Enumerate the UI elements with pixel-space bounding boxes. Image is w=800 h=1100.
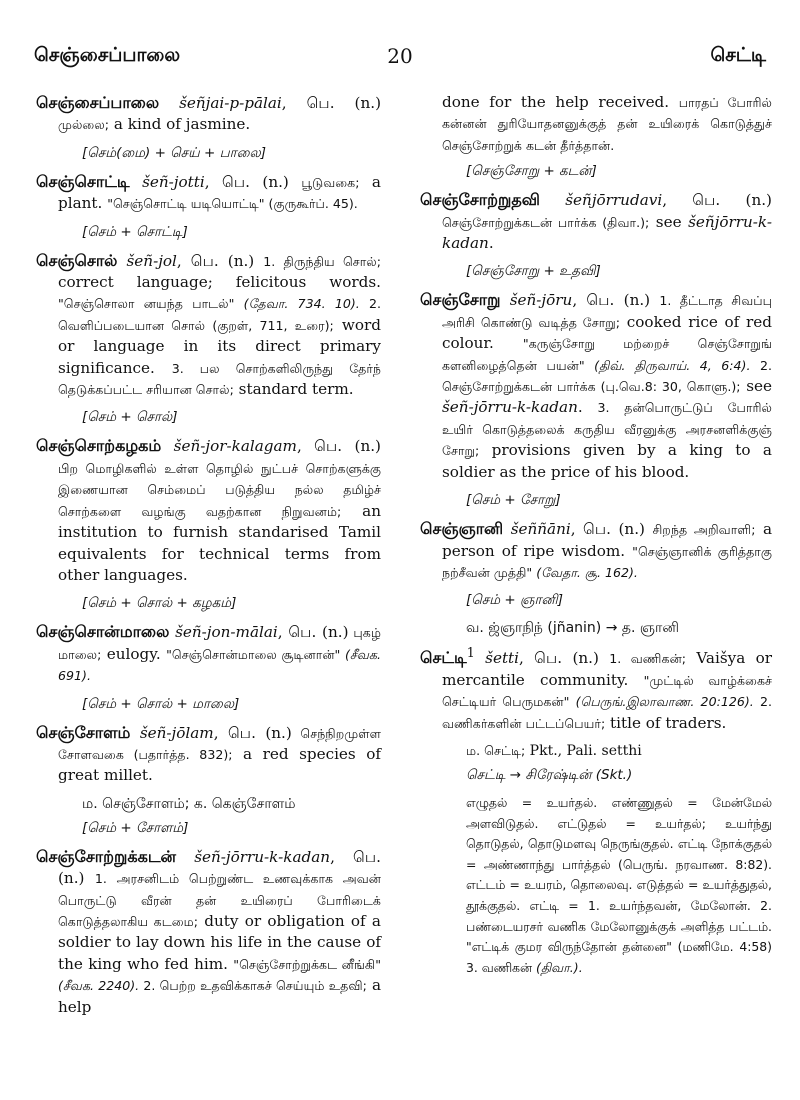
tamil-definition: 3. தன்பொருட்டுப் போரில் உயிர் கொடுத்தலைக் கருதிய வீரனுக்கு அரசனளிக்குஞ் சோறு; xyxy=(442,400,772,459)
english-definition: done for the help received. xyxy=(442,93,679,111)
english-definition: correct language; felicitous words. xyxy=(58,273,381,292)
headword: செஞ்சைப்பாலை xyxy=(36,93,160,112)
etymology: [செம் + சோளம்] xyxy=(82,819,189,836)
quotation: "செஞ்சொட்டி யடியொட்டி" xyxy=(107,196,265,212)
tamil-definition: சிறந்த அறிவாளி; xyxy=(652,522,756,538)
headword: செஞ்சோற்றுதவி xyxy=(420,190,540,210)
header-last-word: செட்டி xyxy=(710,44,766,66)
headword: செஞ்சொல் xyxy=(36,250,118,270)
etymology: [செஞ்சோறு + கடன்] xyxy=(466,163,597,180)
left-column xyxy=(36,92,381,1025)
english-definition: a person of ripe wisdom. xyxy=(442,520,772,560)
english-definition: title of traders. xyxy=(605,713,727,732)
headword: செஞ்ஞானி xyxy=(420,519,504,539)
part-of-speech: , பெ. (n.) xyxy=(662,191,772,210)
punctuation: . xyxy=(488,234,494,253)
cross-reference: šeñ-jōrru-k-kadan xyxy=(442,398,578,417)
tamil-definition: 2. வணிகர்களின் பட்டப்பெயர்; xyxy=(442,694,772,731)
part-of-speech: , பெ. (n.) xyxy=(213,723,292,742)
transliteration: šeñ-jor-kalagam xyxy=(173,437,297,456)
dictionary-entry xyxy=(36,92,381,136)
quotation: "செஞ்சொன்மாலை சூடினான்" xyxy=(166,646,341,662)
part-of-speech: , பெ. (n.) xyxy=(296,437,381,456)
dictionary-entry xyxy=(420,642,772,734)
tamil-definition: பிற மொழிகளில் உள்ள தொழில் நுட்பச் சொற்களுக்கு இணையான செம்மைப் படுத்திய நல்ல தமிழ்ச் சொற்களை வழங்கு வதற்கான நிறுவனம்; xyxy=(58,460,381,519)
homonym-number: 1 xyxy=(466,645,475,661)
right-column xyxy=(420,92,772,978)
dictionary-entry xyxy=(420,189,772,254)
quotation: "செஞ்ஞானிக் குரித்தாகு நற்சீவன் முத்தி" xyxy=(442,543,772,580)
transliteration: šeñjōrrudavi xyxy=(565,191,663,210)
etymology: [செம் + சொட்டி] xyxy=(82,223,188,240)
quotation: "கருஞ்சோறு மற்றைச் செஞ்சோறுங் களனிழைத்தென் பயன்" xyxy=(442,336,772,373)
english-definition: eulogy. xyxy=(101,644,167,663)
quotation: "செஞ்சொலா னயந்த பாடல்" xyxy=(58,296,235,312)
cross-reference: šeñjōrru-k-kadan xyxy=(442,212,772,253)
dictionary-entry xyxy=(420,518,772,583)
english-definition: a kind of jasmine. xyxy=(109,115,251,134)
etymology: [செஞ்சோறு + உதவி] xyxy=(466,263,601,280)
tamil-definition: 2. செஞ்சோற்றுக்கடன் பார்க்க (பு.வெ.8: 30, கொளு.); xyxy=(442,357,772,395)
citation: (சீவக. 691). xyxy=(58,646,381,684)
cognates: ம. செஞ்சோளம்; க. கெஞ்சோளம் xyxy=(82,795,296,812)
etymology: [செம் + சொல்] xyxy=(82,409,178,426)
tamil-definition: புகழ் மாலை; xyxy=(58,625,381,662)
part-of-speech: , பெ. (n.) xyxy=(519,649,610,668)
etymology-note xyxy=(466,793,772,978)
header-first-word: செஞ்சைப்பாலை xyxy=(34,44,181,66)
cognate-prakrit: Pkt., Pali. setthi xyxy=(525,743,642,759)
dictionary-entry xyxy=(36,621,381,686)
tamil-definition: 2. வெளிப்படையான சொல் (குறள், 711, உரை); xyxy=(58,296,381,333)
headword: செஞ்சோளம் xyxy=(36,722,131,742)
cognates: வ. ஜ்ஞாநிந் (jñanin) → த. ஞானி xyxy=(466,620,680,637)
transliteration: šeñ-jotti xyxy=(142,172,205,191)
english-definition: see xyxy=(740,377,772,396)
page-number: 20 xyxy=(387,44,413,68)
english-definition: an institution to furnish standarised Tamil equivalents for technical terms from other languages. xyxy=(58,501,381,584)
dictionary-entry xyxy=(36,435,381,586)
transliteration: šeñ-jōlam xyxy=(139,723,214,742)
citation: (திவ். திருவாய். 4, 6:4). xyxy=(584,357,751,373)
tamil-definition: முல்லை; xyxy=(58,117,110,133)
etymology: [செம்(மை) + செய் + பாலை] xyxy=(82,144,266,161)
english-definition: standard term. xyxy=(233,380,354,399)
page-header xyxy=(34,44,766,74)
english-definition: see xyxy=(649,212,689,231)
part-of-speech: , பெ. (n.) xyxy=(176,251,264,270)
dictionary-entry xyxy=(36,250,381,401)
transliteration: šeñ-jōru xyxy=(509,291,573,310)
english-definition: duty or obligation of a soldier to lay down his life in the cause of the king who fed him. xyxy=(58,911,381,973)
headword: செஞ்சொற்கழகம் xyxy=(36,436,162,456)
tamil-definition: 1. அரசனிடம் பெற்றுண்ட உணவுக்காக அவன் பொருட்டு வீரன் தன் உயிரைப் போரிடைக் கொடுத்தலாகிய கடமை; xyxy=(58,871,381,929)
headword: செஞ்சொட்டி xyxy=(36,171,130,191)
citation: (சீவக. 2240). xyxy=(58,978,140,994)
part-of-speech: , பெ. (n.) xyxy=(281,94,381,112)
quotation: "முட்டில் வாழ்க்கைச் செட்டியர் பெருமகன்" xyxy=(442,672,772,710)
citation: (பெருங்.இலாவாண. 20:126). xyxy=(569,694,754,710)
headword: செஞ்சோற்றுக்கடன் xyxy=(36,846,177,866)
cognates xyxy=(466,741,772,761)
headword: செஞ்சொன்மாலை xyxy=(36,622,170,642)
etymology: [செம் + சொல் + கழகம்] xyxy=(82,595,237,612)
tamil-definition: 1. தீட்டாத சிவப்பு அரிசி கொண்டு வடித்த சோறு; xyxy=(442,293,772,330)
etymology: [செம் + ஞானி] xyxy=(466,592,563,609)
english-definition: word or language in its direct primary significance. xyxy=(58,315,381,377)
tamil-definition: 1. வணிகன்; xyxy=(609,651,687,667)
dictionary-entry xyxy=(420,289,772,483)
tamil-definition: செஞ்சோற்றுக்கடன் பார்க்க (திவா.); xyxy=(442,214,650,230)
transliteration: šeñ-jol xyxy=(126,251,177,270)
tamil-definition: 2. பெற்ற உதவிக்காகச் செய்யும் உதவி; xyxy=(139,978,367,994)
part-of-speech: , பெ. (n.) xyxy=(58,847,381,888)
part-of-speech: , பெ. (n.) xyxy=(570,520,653,539)
transliteration: šeñjai-p-pālai xyxy=(179,94,282,112)
dictionary-entry xyxy=(36,171,381,215)
english-definition: a plant. xyxy=(58,172,381,213)
citation: (குருகூர்ப். 45). xyxy=(264,196,358,212)
part-of-speech: , பெ. (n.) xyxy=(277,623,349,642)
citation: (தேவா. 734. 10). xyxy=(234,296,360,312)
english-definition: a red species of great millet. xyxy=(58,744,381,785)
note-text: எழுதல் = உயர்தல். எண்ணுதல் = மேன்மேல் அளவிடுதல். எட்டுதல் = உயர்தல்; உயர்ந்து தொடுதல், தொடுமளவு நெருங்குதல். எட்டி நோக்குதல் = அண்ணாந்து பார்த்தல் (பெருங். நரவாண. 8:82). எட்டம் = உயரம், தொலைவு. எடுத்தல் = உயர்த்துதல், தூக்குதல். எட்டி = 1. உயர்ந்தவன், மேலோன். 2. பண்டையரசர் வணிக மேலோனுக்குக் அளித்த பட்டம். "எட்டிக் குமர விருந்தோன் தன்னை" (மணிமே. 4:58) 3. வணிகன் xyxy=(466,795,772,975)
tamil-definition: பூடுவகை; xyxy=(301,174,360,190)
tamil-definition: 1. திருந்திய சொல்; xyxy=(263,253,381,269)
cognate-tamil: ம. செட்டி; xyxy=(466,743,526,758)
citation: (வேதா. சூ. 162). xyxy=(532,564,638,580)
etymology: [செம் + சொல் + மாலை] xyxy=(82,695,240,712)
etymology: [செம் + சோறு] xyxy=(466,492,561,509)
english-definition: cooked rice of red colour. xyxy=(442,312,772,353)
part-of-speech: , பெ. (n.) xyxy=(572,291,660,310)
etymology: செட்டி → சிரேஷ்டின் (Skt.) xyxy=(466,767,633,783)
english-definition: a help xyxy=(58,976,382,1016)
transliteration: šeññāni xyxy=(510,520,571,539)
entry-continuation xyxy=(442,92,772,156)
dictionary-entry xyxy=(36,846,381,1018)
dictionary-entry xyxy=(36,722,381,787)
transliteration: šeñ-jon-mālai xyxy=(175,623,278,642)
tamil-definition: செந்நிறமுள்ள சோளவகை (பதார்த்த. 832); xyxy=(58,725,381,762)
quotation: "செஞ்சோற்றுக்கட னீங்கி" xyxy=(233,956,381,972)
english-definition: Vaišya or mercantile community. xyxy=(442,649,772,689)
english-definition: provisions given by a king to a soldier as the price of his blood. xyxy=(442,441,772,481)
note-citation: (திவா.). xyxy=(535,959,583,975)
tamil-example: பாரதப் போரில் கன்னன் துரியோதனனுக்குத் தன் உயிரைக் கொடுத்துச் செஞ்சோற்றுக் கடன் தீர்த்தான். xyxy=(442,95,772,153)
headword: செஞ்சோறு xyxy=(420,290,501,310)
transliteration: šeñ-jōrru-k-kadan xyxy=(194,847,331,866)
part-of-speech: , பெ. (n.) xyxy=(204,172,302,191)
headword: செட்டி xyxy=(420,648,467,668)
tamil-definition: 3. பல சொற்களிலிருந்து தேர்ந் தெடுக்கப்பட்ட சரியான சொல்; xyxy=(58,360,382,398)
punctuation: . xyxy=(577,398,583,417)
transliteration: šetti xyxy=(485,649,520,668)
